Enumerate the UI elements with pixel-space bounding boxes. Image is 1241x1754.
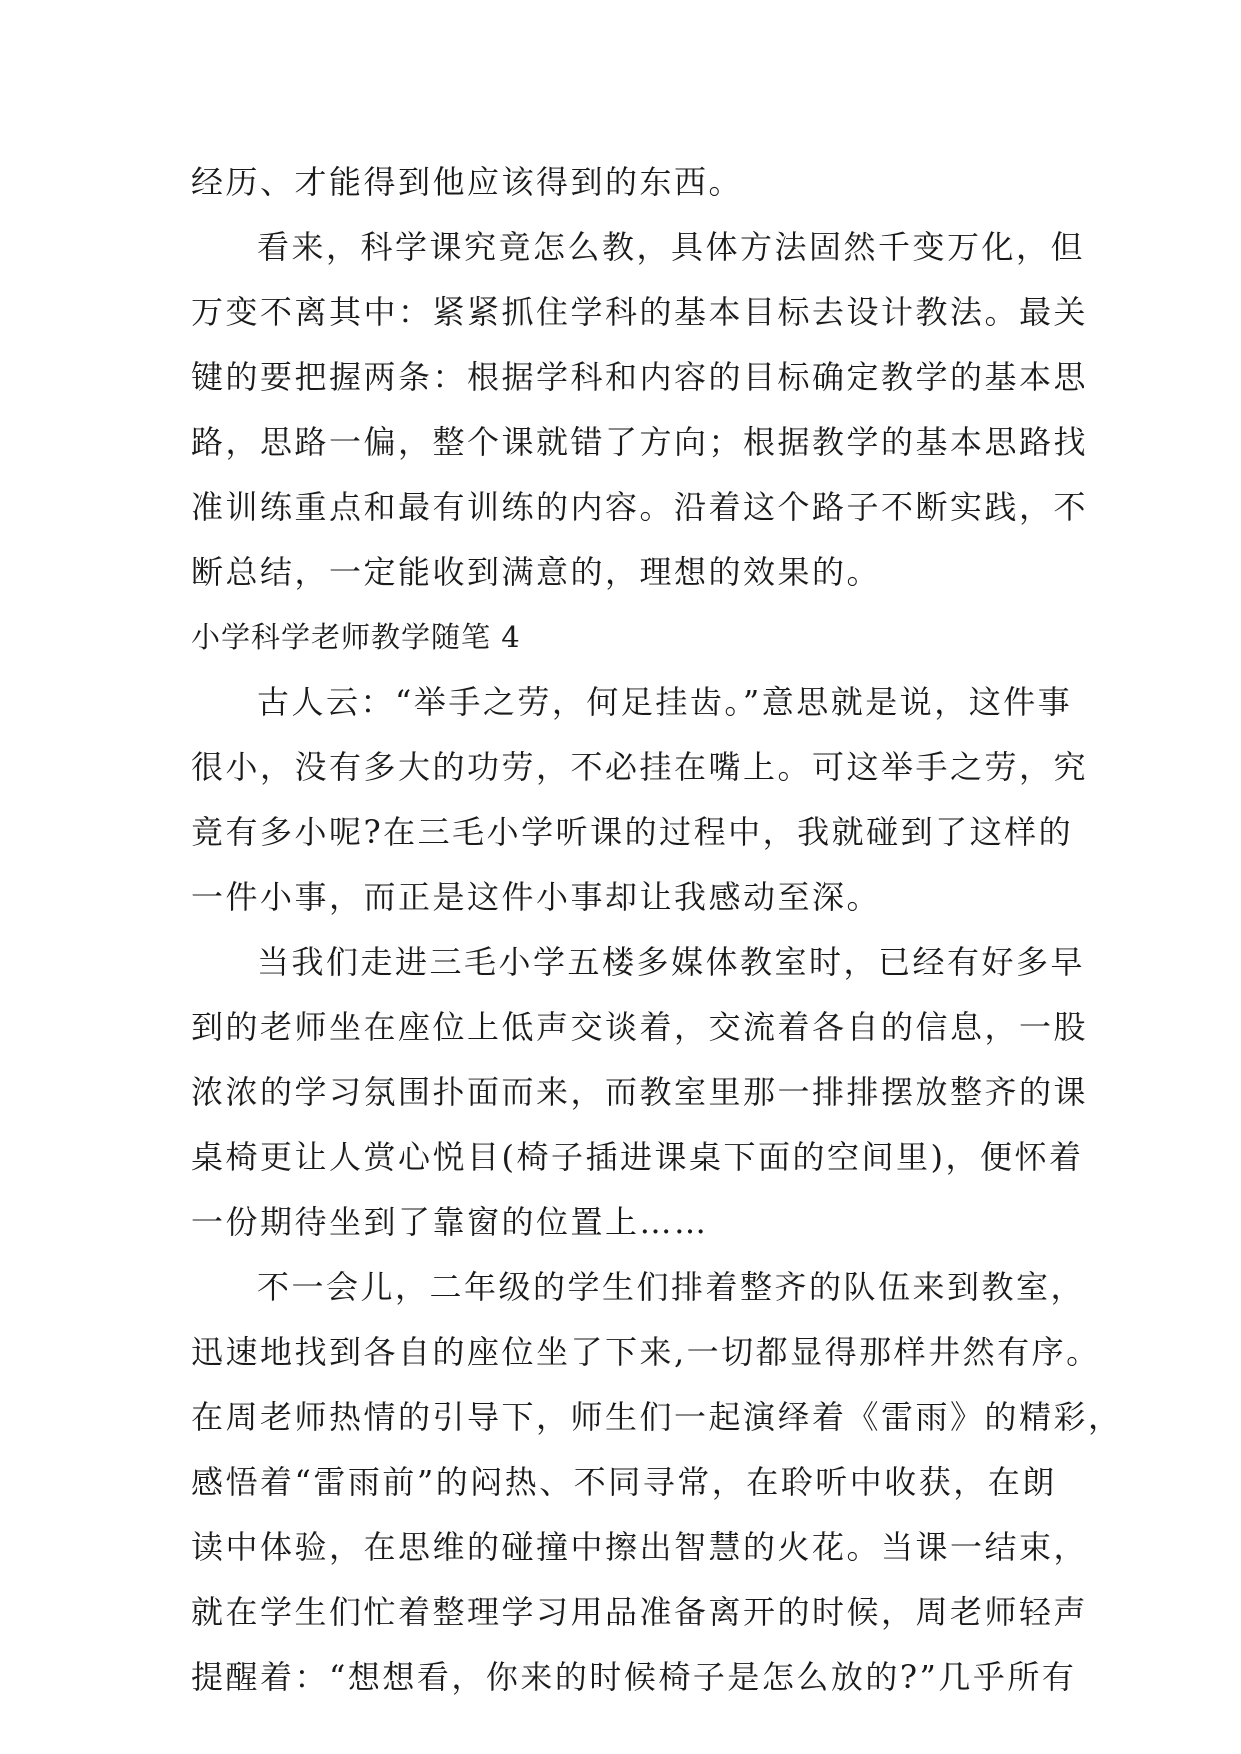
text-line: 迅速地找到各自的座位坐了下来,一切都显得那样井然有序。 — [191, 1333, 1101, 1371]
text-line: 浓浓的学习氛围扑面而来，而教室里那一排排摆放整齐的课 — [191, 1073, 1089, 1111]
paragraph — [191, 930, 1089, 1255]
paragraph — [191, 670, 1089, 930]
text-line: 到的老师坐在座位上低声交谈着，交流着各自的信息，一股 — [191, 1008, 1089, 1046]
section-heading: 小学科学老师教学随笔 4 — [191, 620, 521, 654]
text-line: 一份期待坐到了靠窗的位置上…… — [191, 1203, 709, 1241]
paragraph — [191, 150, 1051, 215]
text-line: 在周老师热情的引导下，师生们一起演绎着《雷雨》的精彩， — [191, 1398, 1123, 1436]
text-line: 键的要把握两条：根据学科和内容的目标确定教学的基本思 — [191, 358, 1089, 396]
text-line: 很小，没有多大的功劳，不必挂在嘴上。可这举手之劳，究 — [191, 748, 1089, 786]
text-line: 读中体验，在思维的碰撞中擦出智慧的火花。当课一结束， — [191, 1528, 1089, 1566]
text-line: 万变不离其中：紧紧抓住学科的基本目标去设计教法。最关 — [191, 293, 1089, 331]
text-line: 路，思路一偏，整个课就错了方向；根据教学的基本思路找 — [191, 423, 1089, 461]
text-line: 就在学生们忙着整理学习用品准备离开的时候，周老师轻声 — [191, 1593, 1089, 1631]
text-line: 感悟着“雷雨前”的闷热、不同寻常，在聆听中收获，在朗 — [191, 1463, 1057, 1501]
text-line: 古人云：“举手之劳，何足挂齿。”意思就是说，这件事 — [257, 683, 1073, 721]
text-line: 竟有多小呢?在三毛小学听课的过程中，我就碰到了这样的 — [191, 813, 1074, 851]
text-line: 不一会儿，二年级的学生们排着整齐的队伍来到教室， — [257, 1268, 1086, 1306]
text-line: 桌椅更让人赏心悦目(椅子插进课桌下面的空间里)，便怀着 — [191, 1138, 1084, 1176]
text-line: 准训练重点和最有训练的内容。沿着这个路子不断实践，不 — [191, 488, 1089, 526]
text-line: 一件小事，而正是这件小事却让我感动至深。 — [191, 878, 882, 916]
text-line: 经历、才能得到他应该得到的东西。 — [191, 163, 744, 201]
text-line: 看来，科学课究竟怎么教，具体方法固然千变万化，但 — [257, 228, 1086, 266]
document-page — [191, 150, 1123, 1710]
text-line: 提醒着：“想想看，你来的时候椅子是怎么放的?”几乎所有 — [191, 1658, 1077, 1696]
text-line: 断总结，一定能收到满意的，理想的效果的。 — [191, 553, 882, 591]
text-line: 当我们走进三毛小学五楼多媒体教室时，已经有好多早 — [257, 943, 1086, 981]
paragraph — [191, 215, 1089, 605]
paragraph — [191, 1255, 1123, 1710]
